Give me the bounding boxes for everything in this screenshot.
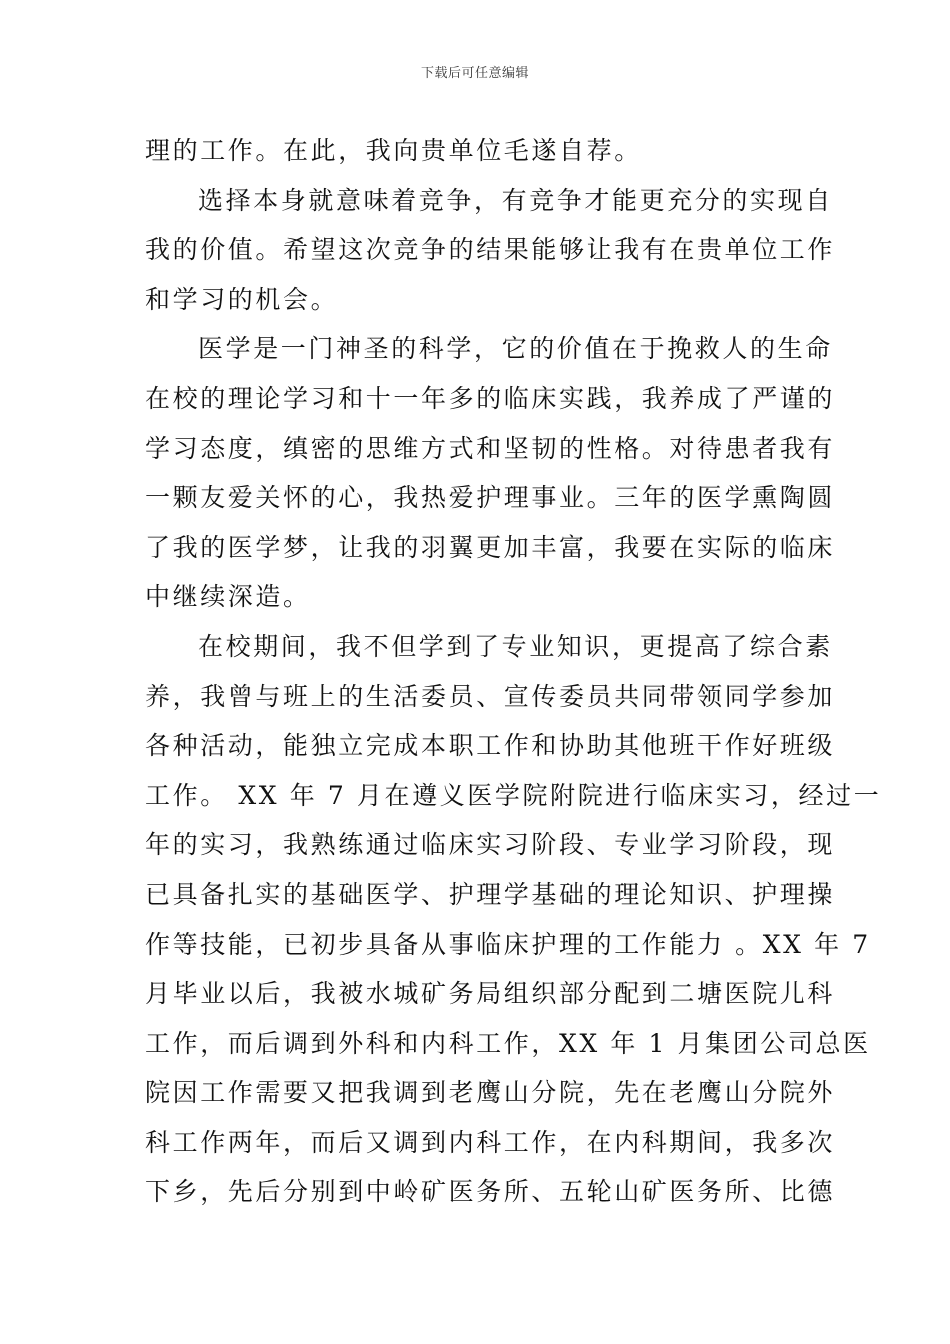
text-line: 选择本身就意味着竞争，有竞争才能更充分的实现自 — [198, 185, 833, 215]
text-line: 医学是一门神圣的科学，它的价值在于挽救人的生命 — [198, 334, 833, 364]
text-line: 工作，而后调到外科和内科工作，XX 年 1 月集团公司总医 — [145, 1028, 871, 1058]
text-line: 我的价值。希望这次竞争的结果能够让我有在贵单位工作 — [145, 235, 836, 265]
text-line: 工作。 XX 年 7 月在遵义医学院附院进行临床实习，经过一 — [145, 780, 882, 810]
text-line: 在校期间，我不但学到了专业知识，更提高了综合素 — [198, 631, 833, 661]
text-line: 作等技能，已初步具备从事临床护理的工作能力 。XX 年 7 — [145, 929, 871, 959]
text-line: 科工作两年，而后又调到内科工作，在内科期间，我多次 — [145, 1127, 836, 1157]
page-header: 下载后可任意编辑 — [420, 66, 529, 81]
text-line: 中继续深造。 — [145, 582, 311, 612]
body-text — [145, 126, 882, 1217]
text-line: 月毕业以后，我被水城矿务局组织部分配到二塘医院儿科 — [145, 979, 836, 1009]
text-line: 年的实习，我熟练通过临床实习阶段、专业学习阶段，现 — [145, 830, 836, 860]
text-line: 养，我曾与班上的生活委员、宣传委员共同带领同学参加 — [145, 681, 836, 711]
text-line: 下乡，先后分别到中岭矿医务所、五轮山矿医务所、比德 — [145, 1177, 836, 1207]
text-line: 各种活动，能独立完成本职工作和协助其他班干作好班级 — [145, 731, 836, 761]
text-line: 学习态度，缜密的思维方式和坚韧的性格。对待患者我有 — [145, 433, 836, 463]
text-line: 和学习的机会。 — [145, 284, 339, 314]
text-line: 一颗友爱关怀的心，我热爱护理事业。三年的医学熏陶圆 — [145, 483, 836, 513]
text-line: 了我的医学梦，让我的羽翼更加丰富，我要在实际的临床 — [145, 532, 836, 562]
text-line: 院因工作需要又把我调到老鹰山分院，先在老鹰山分院外 — [145, 1078, 836, 1108]
text-line: 理的工作。在此，我向贵单位毛遂自荐。 — [145, 136, 642, 165]
text-line: 在校的理论学习和十一年多的临床实践，我养成了严谨的 — [145, 383, 836, 413]
text-line: 已具备扎实的基础医学、护理学基础的理论知识、护理操 — [145, 879, 836, 909]
